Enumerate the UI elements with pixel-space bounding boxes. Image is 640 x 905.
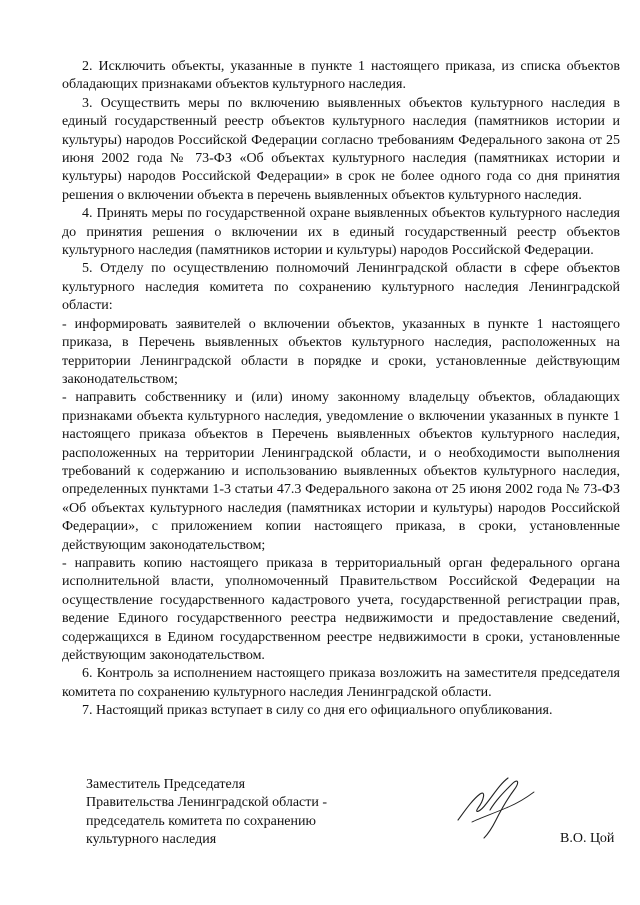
paragraph-item-3: 3. Осуществить меры по включению выявленных объектов культурного наследия в единый государственный реестр объектов культурного наследия (памятников истории и культуры) народов Российской Федерации согласно требованиям Федерального закона от 25 июня 2002 года № 73-ФЗ «Об объектах культурного наследия (памятниках истории и культуры) народов Российской Федерации» в срок не более одного года со дня принятия решения о включении объекта в перечень выявленных объектов культурного наследия. [62, 95, 620, 203]
paragraph-item-4: 4. Принять меры по государственной охране выявленных объектов культурного наследия до принятия решения о включении их в единый государственный реестр объектов культурного наследия (памятников истории и культуры) народов Российской Федерации. [62, 206, 620, 259]
handwritten-signature [450, 770, 540, 840]
signatory-position-line: председатель комитета по сохранению [86, 813, 316, 829]
signatory-position [86, 776, 327, 850]
paragraph-subitem-inform: - информировать заявителей о включении объектов, указанных в пункте 1 настоящего приказа, в Перечень выявленных объектов культурного наследия, расположенных на территории Ленинградской области в порядке и сроки, установленные действующим законодательством; [62, 316, 620, 387]
paragraph-subitem-send-copy: - направить копию настоящего приказа в территориальный орган федерального органа исполнительной власти, уполномоченный Правительством Российской Федерации на осуществление государственного кадастрового учета, государственной регистрации прав, ведение Единого государственного реестра недвижимости и предоставление сведений, содержащихся в Едином государственном реестре недвижимости в сроки, установленные действующим законодательством. [62, 555, 620, 663]
paragraph-item-2: 2. Исключить объекты, указанные в пункте 1 настоящего приказа, из списка объектов обладающих признаками объектов культурного наследия. [62, 59, 620, 93]
paragraph-subitem-notify-owner: - направить собственнику и (или) иному законному владельцу объектов, обладающих признаками объекта культурного наследия, уведомление о включении указанных в пункте 1 настоящего приказа объектов в Перечень выявленных объектов культурного наследия, расположенных на территории Ленинградской области, и о необходимости выполнения требований к содержанию и использованию выявленных объектов культурного наследия, определенных пунктами 1-3 статьи 47.3 Федерального закона от 25 июня 2002 года № 73-ФЗ «Об объектах культурного наследия (памятниках истории и культуры) народов Российской Федерации», с приложением копии настоящего приказа, в сроки, установленные действующим законодательством; [62, 390, 620, 553]
signer-name: В.О. Цой [560, 831, 615, 846]
signatory-position-line: Правительства Ленинградской области - [86, 795, 328, 811]
paragraph-item-6: 6. Контроль за исполнением настоящего приказа возложить на заместителя председателя комитета по сохранению культурного наследия Ленинградской области. [62, 666, 620, 700]
signatory-position-line: Заместитель Председателя [86, 777, 246, 792]
document-body [62, 58, 620, 721]
signatory-position-line: культурного наследия [86, 832, 217, 848]
paragraph-item-5: 5. Отделу по осуществлению полномочий Ленинградской области в сфере объектов культурного наследия комитета по сохранению культурного наследия Ленинградской области: [62, 261, 620, 314]
paragraph-item-7: 7. Настоящий приказ вступает в силу со дня его официального опубликования. [82, 703, 553, 719]
